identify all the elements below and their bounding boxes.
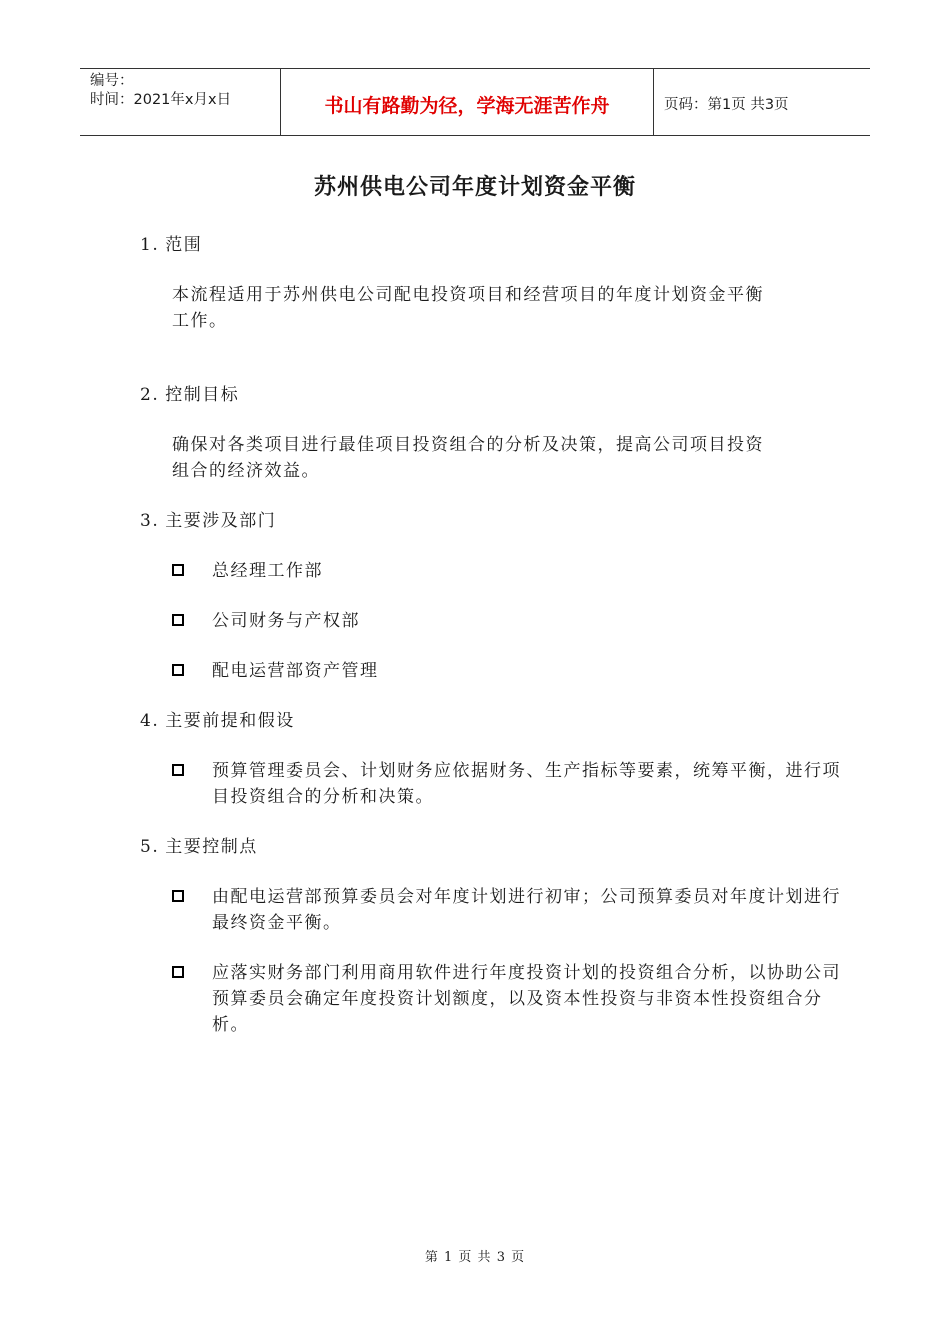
date-label: 时间：2021年x月x日 — [90, 92, 232, 108]
paragraph-line: 工作。 — [172, 311, 228, 331]
paragraph-line: 确保对各类项目进行最佳项目投资组合的分析及决策，提高公司项目投资 — [172, 435, 764, 455]
paragraph-line: 组合的经济效益。 — [172, 461, 320, 481]
list-item-text: 由配电运营部预算委员会对年度计划进行初审；公司预算委员对年度计划进行最终资金平衡。 — [212, 887, 841, 933]
page-info-cell — [654, 69, 870, 135]
section-title: 控制目标 — [165, 385, 240, 405]
checkbox-bullet-icon — [172, 664, 184, 676]
checkbox-bullet-icon — [172, 614, 184, 626]
document-body — [140, 232, 850, 1038]
section-title: 主要前提和假设 — [165, 711, 295, 731]
section-number: 4. — [140, 711, 160, 731]
list-item — [140, 608, 850, 634]
document-header — [80, 68, 870, 136]
list-item-text: 应落实财务部门利用商用软件进行年度投资计划的投资组合分析，以协助公司预算委员会确定年度投资计划额度，以及资本性投资与非资本性投资组合分析。 — [212, 963, 841, 1035]
list-item — [140, 884, 850, 936]
list-item — [140, 758, 850, 810]
list-item-text: 总经理工作部 — [212, 561, 323, 581]
checkbox-bullet-icon — [172, 564, 184, 576]
section-heading-4 — [140, 708, 850, 734]
paragraph-line: 本流程适用于苏州供电公司配电投资项目和经营项目的年度计划资金平衡 — [172, 285, 764, 305]
page-title: 苏州供电公司年度计划资金平衡 — [313, 175, 636, 200]
section-heading-3 — [140, 508, 850, 534]
checkbox-bullet-icon — [172, 966, 184, 978]
section-heading-2 — [140, 382, 850, 408]
list-item — [140, 658, 850, 684]
section-title: 主要涉及部门 — [165, 511, 277, 531]
list-item-text: 配电运营部资产管理 — [212, 661, 379, 681]
list-item-text: 公司财务与产权部 — [212, 611, 360, 631]
section-heading-5 — [140, 834, 850, 860]
section-heading-1 — [140, 232, 850, 258]
section-number: 1. — [140, 235, 160, 255]
section-1-paragraph — [140, 282, 850, 334]
page-footer: 第 1 页 共 3 页 — [424, 1250, 526, 1265]
checkbox-bullet-icon — [172, 764, 184, 776]
section-number: 5. — [140, 837, 160, 857]
section-2-paragraph — [140, 432, 850, 484]
section-title: 主要控制点 — [165, 837, 258, 857]
section-number: 2. — [140, 385, 160, 405]
motto-text: 书山有路勤为径，学海无涯苦作舟 — [324, 94, 610, 117]
list-item — [140, 558, 850, 584]
list-item-text: 预算管理委员会、计划财务应依据财务、生产指标等要素，统筹平衡，进行项目投资组合的分析和决策。 — [212, 761, 841, 807]
checkbox-bullet-icon — [172, 890, 184, 902]
header-meta-cell — [80, 69, 281, 135]
page-info-text: 页码：第1页 共3页 — [664, 96, 789, 113]
list-item — [140, 960, 850, 1038]
motto-cell — [281, 69, 654, 135]
section-number: 3. — [140, 511, 160, 531]
section-title: 范围 — [165, 235, 203, 255]
number-label: 编号： — [90, 73, 134, 89]
